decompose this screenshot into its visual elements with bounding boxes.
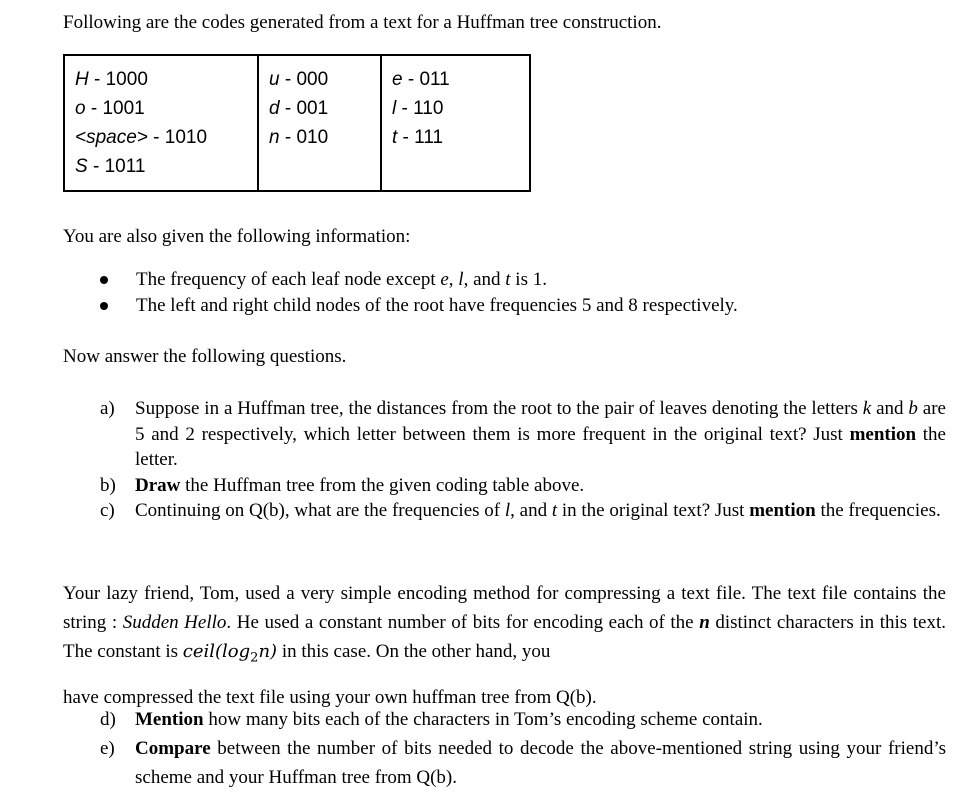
code-entry: d - 001 bbox=[269, 98, 329, 119]
questions-heading: Now answer the following questions. bbox=[63, 346, 347, 367]
code-entry: o - 1001 bbox=[75, 98, 145, 119]
code-entry: l - 110 bbox=[392, 98, 444, 119]
question-c: c) Continuing on Q(b), what are the frequencies of l, and t in the original text? Just mention the frequencies. bbox=[100, 498, 946, 524]
bullet-item: The frequency of each leaf node except e, l, and t is 1. bbox=[100, 267, 738, 293]
question-list-abc bbox=[100, 396, 946, 524]
bullet-item: The left and right child nodes of the root have frequencies 5 and 8 respectively. bbox=[100, 293, 738, 319]
question-b: b) Draw the Huffman tree from the given coding table above. bbox=[100, 473, 946, 499]
code-entry: H - 1000 bbox=[75, 69, 148, 90]
code-entry: u - 000 bbox=[269, 69, 329, 90]
question-marker: a) bbox=[100, 398, 115, 419]
bullet-dot-icon bbox=[100, 302, 108, 310]
question-a: a) Suppose in a Huffman tree, the distances from the root to the pair of leaves denoting the letters k and b are 5 and 2 respectively, which letter between them is more frequent in the original text? Just mention the letter. bbox=[100, 398, 946, 470]
info-bullet-list bbox=[100, 267, 738, 319]
bullet-dot-icon bbox=[100, 276, 108, 284]
code-entry: S - 1011 bbox=[75, 156, 146, 177]
log-formula: $ceil(\log_2n)$ bbox=[182, 641, 278, 666]
question-marker: d) bbox=[100, 709, 116, 730]
code-entry: t - 111 bbox=[392, 127, 444, 148]
question-marker: e) bbox=[100, 738, 115, 759]
code-entry: n - 010 bbox=[269, 127, 329, 148]
code-column-2 bbox=[258, 55, 381, 191]
code-column-3 bbox=[381, 55, 530, 191]
question-marker: c) bbox=[100, 500, 115, 521]
code-entry: e - 011 bbox=[392, 69, 450, 90]
question-d: d) Mention how many bits each of the characters in Tom’s encoding scheme contain. bbox=[100, 705, 946, 734]
question-e: e) Compare between the number of bits needed to decode the above-mentioned string using your friend’s scheme and your Huffman tree from Q(b). bbox=[100, 734, 946, 792]
code-entry: <space> - 1010 bbox=[75, 127, 208, 148]
intro-text: Following are the codes generated from a text for a Huffman tree construction. bbox=[63, 12, 662, 33]
huffman-code-table bbox=[63, 54, 531, 192]
question-list-de bbox=[100, 705, 946, 792]
question-marker: b) bbox=[100, 474, 116, 496]
code-column-1 bbox=[64, 55, 258, 191]
tom-encoding-paragraph: Your lazy friend, Tom, used a very simple encoding method for compressing a text file. The text file contains the string : Sudden Hello. He used a constant number of bits for encoding each of the n distinct characters in this text. The constant is $ceil(\log_2n)$ in this case. On the other hand, you have compressed the text file using your own huffman tree from Q(b). bbox=[63, 583, 946, 708]
info-heading: You are also given the following information: bbox=[63, 226, 411, 247]
